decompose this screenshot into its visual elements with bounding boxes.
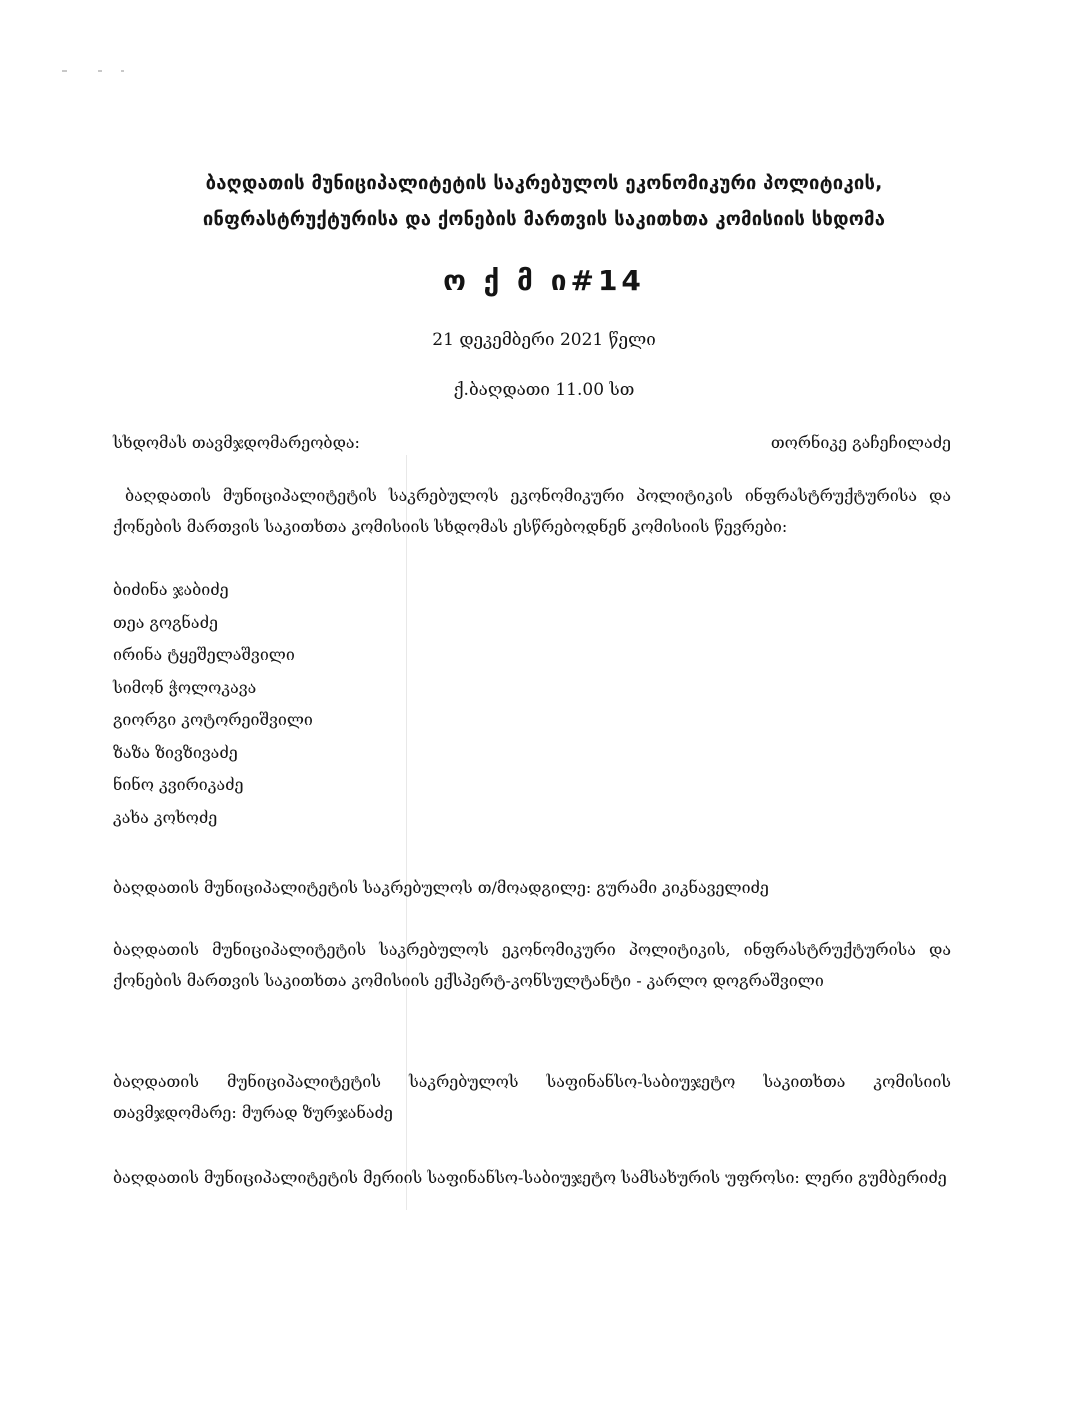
scan-speck [62, 70, 67, 72]
list-item: თეა გოგნაძე [113, 612, 218, 632]
list-item: ირინა ტყეშელაშვილი [113, 645, 295, 664]
attendance-intro [113, 480, 951, 542]
scan-speck [98, 70, 102, 72]
members-list [113, 574, 313, 834]
list-item: ბიძინა ჯაბიძე [113, 580, 229, 599]
protocol-number: ო ქ მ ი#14 [443, 264, 645, 297]
list-item: სიმონ ჭოლოკავა [113, 677, 257, 697]
chair-row [113, 433, 951, 452]
scan-speck [121, 70, 124, 72]
list-item: ნინო კვირიკაძე [113, 775, 244, 794]
title-line-2: ინფრასტრუქტურისა და ქონების მართვის საკითხთა კომისიის სხდომა [202, 209, 886, 230]
list-item: ზაზა ზივზივაძე [113, 742, 238, 762]
title-line-1: ბაღდათის მუნიციპალიტეტის საკრებულოს ეკონომიკური პოლიტიკის, [205, 173, 883, 194]
finance-chair-paragraph: ბაღდათის მუნიციპალიტეტის საკრებულოს საფინანსო-საბიუჯეტო საკითხთა კომისიის თავმჯდომარე: მურად ზურჯანაძე [113, 1072, 951, 1122]
meeting-date: 21 დეკემბერი 2021 წელი [432, 330, 656, 350]
deputy-paragraph: ბაღდათის მუნიციპალიტეტის საკრებულოს თ/მოადგილე: გურამი კიკნაველიძე [113, 878, 769, 897]
meeting-place-time: ქ.ბაღდათი 11.00 სთ [453, 380, 635, 400]
document-title [110, 166, 978, 238]
list-item: კახა კოხოძე [113, 807, 218, 827]
expert-paragraph: ბაღდათის მუნიციპალიტეტის საკრებულოს ეკონომიკური პოლიტიკის, ინფრასტრუქტურისა და ქონების მართვის საკითხთა კომისიის ექსპერტ-კონსულტანტი - კარლო დოგრაშვილი [113, 940, 951, 990]
list-item: გიორგი კოტორეიშვილი [113, 710, 313, 729]
chair-name: თორნიკე გაჩეჩილაძე [770, 433, 951, 452]
chair-label: სხდომას თავმჯდომარეობდა: [113, 433, 360, 452]
attendance-intro-text: ბაღდათის მუნიციპალიტეტის საკრებულოს ეკონომიკური პოლიტიკის ინფრასტრუქტურისა და ქონების მართვის საკითხთა კომისიის სხდომას ესწრებოდნენ კომისიის წევრები: [113, 486, 951, 536]
finance-head-paragraph: ბაღდათის მუნიციპალიტეტის მერიის საფინანსო-საბიუჯეტო სამსახურის უფროსი: ლერი გუმბერიძე [113, 1168, 947, 1187]
